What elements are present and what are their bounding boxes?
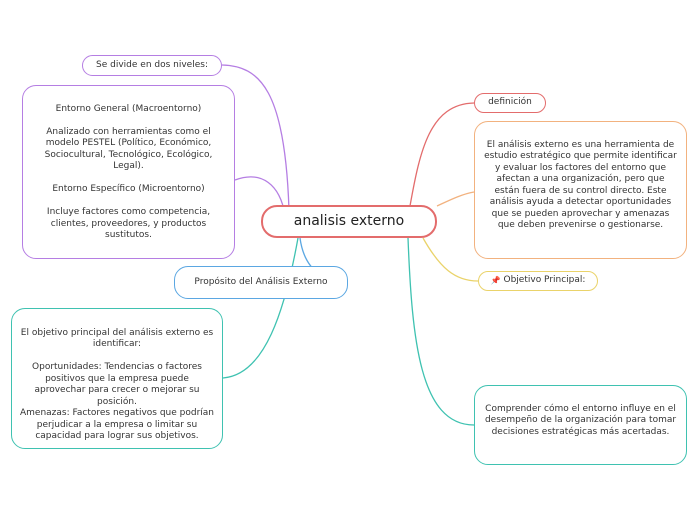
node-proposito[interactable] xyxy=(174,266,348,299)
node-se-divide[interactable] xyxy=(82,55,222,76)
node-comprender[interactable] xyxy=(474,385,687,465)
pin-icon: 📌 xyxy=(490,276,501,286)
node-objetivo-texto[interactable] xyxy=(11,308,223,449)
node-definicion[interactable] xyxy=(474,93,546,113)
node-objetivo-principal-label: Objetivo Principal: xyxy=(503,275,586,286)
node-se-divide-label: Se divide en dos niveles: xyxy=(96,59,208,70)
node-entorno-general[interactable] xyxy=(22,85,235,259)
connector-comprender xyxy=(408,238,474,425)
connector-objetivo-principal xyxy=(423,238,478,281)
connector-objetivo-texto xyxy=(223,238,298,378)
central-topic[interactable] xyxy=(261,205,437,238)
connector-definicion-texto xyxy=(437,192,474,206)
node-objetivo-texto-text: El objetivo principal del análisis externo es identificar: Oportunidades: Tendencias o factores positivos que la empresa puede aprovechar para crecer o mejorar su posición. Amenazas: Factores negativos que podrían perjudicar a la empresa o limitar su capacidad para lograr sus objetivos. xyxy=(20,327,214,441)
connector-definicion xyxy=(410,103,474,206)
node-definicion-texto[interactable] xyxy=(474,121,687,259)
node-definicion-texto-text: El análisis externo es una herramienta de estudio estratégico que permite identificar y evaluar los factores del entorno que afectan a una organización, pero que están fuera de su control directo. Este análisis ayuda a detectar oportunidades que se pueden aprovechar y amenazas que deben prevenirse o gestionarse. xyxy=(484,139,677,230)
node-proposito-label: Propósito del Análisis Externo xyxy=(194,276,328,287)
node-entorno-general-text: Entorno General (Macroentorno) Analizado con herramientas como el modelo PESTEL (Político, Económico, Sociocultural, Tecnológico, Ecológico, Legal). Entorno Específico (Microentorno) Incluye factores como competencia, clientes, proveedores, y productos sustitutos. xyxy=(44,103,213,240)
node-comprender-text: Comprender cómo el entorno influye en el desempeño de la organización para tomar decisiones estratégicas más acertadas. xyxy=(484,403,677,437)
node-objetivo-principal[interactable] xyxy=(478,271,598,291)
central-topic-label: analisis externo xyxy=(293,212,405,229)
node-definicion-label: definición xyxy=(488,97,532,108)
